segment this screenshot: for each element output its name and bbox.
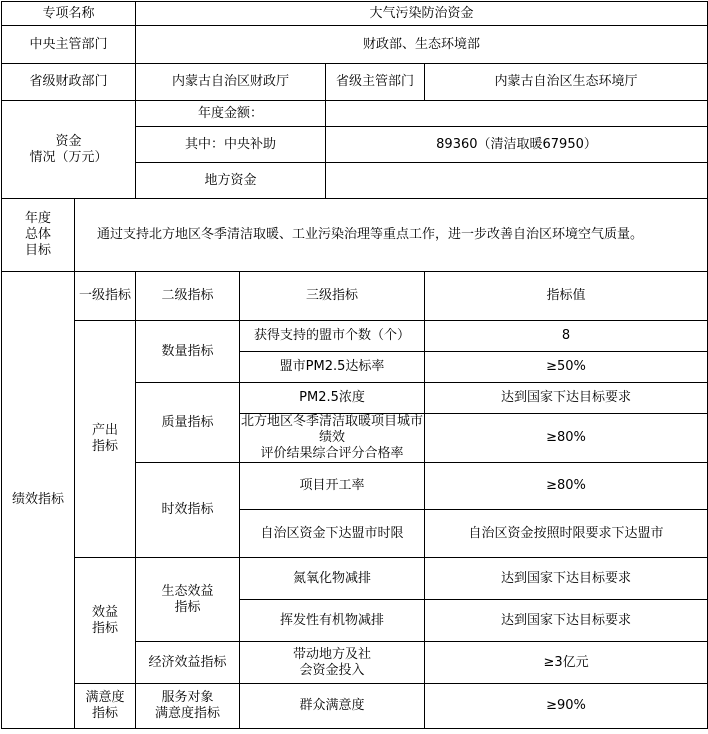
level2-header: 二级指标 bbox=[136, 272, 240, 321]
indicator-value: ≥80% bbox=[425, 463, 708, 510]
central-dept-label: 中央主管部门 bbox=[2, 26, 136, 64]
province-dept-value: 内蒙古自治区生态环境厅 bbox=[425, 64, 708, 101]
level1-header: 一级指标 bbox=[75, 272, 136, 321]
funds-label-line-1: 资金 bbox=[55, 133, 82, 149]
satisfaction-indicator-label bbox=[75, 684, 136, 729]
annual-goal-label-line-3: 目标 bbox=[24, 243, 51, 258]
indicator-name-line-2: 评价结果综合评分合格率 bbox=[260, 446, 404, 461]
indicator-name: 盟市PM2.5达标率 bbox=[240, 352, 425, 383]
value-header: 指标值 bbox=[425, 272, 708, 321]
quantity-indicator-label: 数量指标 bbox=[136, 321, 240, 383]
indicator-value: 自治区资金按照时限要求下达盟市 bbox=[425, 510, 708, 558]
funds-annual-row bbox=[2, 101, 708, 127]
indicator-name: 项目开工率 bbox=[240, 463, 425, 510]
output-indicator-label bbox=[75, 321, 136, 558]
indicator-name: PM2.5浓度 bbox=[240, 383, 425, 414]
indicator-name: 氮氧化物减排 bbox=[240, 558, 425, 600]
project-name-row bbox=[2, 2, 708, 26]
ecological-indicator-label-line-2: 指标 bbox=[174, 599, 201, 615]
indicator-value: 达到国家下达目标要求 bbox=[425, 600, 708, 642]
table-row bbox=[2, 684, 708, 729]
service-satisfaction-label-line-1: 服务对象 bbox=[161, 690, 214, 705]
province-finance-value: 内蒙古自治区财政厅 bbox=[136, 64, 326, 101]
performance-target-table bbox=[1, 1, 708, 729]
annual-goal-label-line-1: 年度 bbox=[24, 211, 51, 226]
project-name-label: 专项名称 bbox=[2, 2, 136, 26]
ecological-indicator-label bbox=[136, 558, 240, 642]
indicator-value: ≥90% bbox=[425, 684, 708, 729]
benefit-indicator-label-line-2: 指标 bbox=[92, 620, 119, 636]
output-indicator-label-line-2: 指标 bbox=[92, 439, 119, 454]
indicator-value: 达到国家下达目标要求 bbox=[425, 383, 708, 414]
indicator-name-line-2: 会资金投入 bbox=[299, 662, 365, 678]
indicator-name bbox=[240, 414, 425, 463]
indicator-name: 自治区资金下达盟市时限 bbox=[240, 510, 425, 558]
indicator-name-line-1: 北方地区冬季清洁取暖项目城市绩效 bbox=[241, 414, 424, 445]
service-satisfaction-label-line-2: 满意度指标 bbox=[155, 706, 221, 721]
province-dept-label: 省级主管部门 bbox=[326, 64, 425, 101]
table-row bbox=[2, 321, 708, 352]
indicator-value: ≥50% bbox=[425, 352, 708, 383]
output-indicator-label-line-1: 产出 bbox=[92, 423, 119, 438]
indicator-name-line-1: 带动地方及社 bbox=[293, 646, 372, 662]
indicator-header-row bbox=[2, 272, 708, 321]
funds-label bbox=[2, 101, 136, 199]
central-dept-value: 财政部、生态环境部 bbox=[136, 26, 708, 64]
satisfaction-indicator-label-line-1: 满意度 bbox=[85, 690, 125, 705]
indicator-name bbox=[240, 642, 425, 684]
funds-annual-value bbox=[326, 101, 708, 127]
funds-local-value bbox=[326, 163, 708, 199]
service-satisfaction-label bbox=[136, 684, 240, 729]
quality-indicator-label: 质量指标 bbox=[136, 383, 240, 463]
indicator-name: 获得支持的盟市个数（个） bbox=[240, 321, 425, 352]
funds-label-line-2: 情况（万元） bbox=[29, 149, 108, 165]
table-row bbox=[2, 558, 708, 600]
timeliness-indicator-label: 时效指标 bbox=[136, 463, 240, 558]
funds-central-value: 89360（清洁取暖67950） bbox=[326, 127, 708, 163]
indicator-value: ≥80% bbox=[425, 414, 708, 463]
funds-local-label: 地方资金 bbox=[136, 163, 326, 199]
funds-annual-label: 年度金额： bbox=[136, 101, 326, 127]
indicator-value: ≥3亿元 bbox=[425, 642, 708, 684]
economic-indicator-label: 经济效益指标 bbox=[136, 642, 240, 684]
province-finance-label: 省级财政部门 bbox=[2, 64, 136, 101]
benefit-indicator-label-line-1: 效益 bbox=[92, 604, 119, 620]
funds-central-label: 其中：中央补助 bbox=[136, 127, 326, 163]
indicator-name: 群众满意度 bbox=[240, 684, 425, 729]
performance-indicators-label: 绩效指标 bbox=[2, 272, 75, 729]
annual-goal-row bbox=[2, 199, 708, 272]
indicator-name: 挥发性有机物减排 bbox=[240, 600, 425, 642]
satisfaction-indicator-label-line-2: 指标 bbox=[92, 706, 119, 721]
benefit-indicator-label bbox=[75, 558, 136, 684]
ecological-indicator-label-line-1: 生态效益 bbox=[161, 583, 214, 599]
indicator-value: 达到国家下达目标要求 bbox=[425, 558, 708, 600]
central-dept-row bbox=[2, 26, 708, 64]
annual-goal-label bbox=[2, 199, 75, 272]
indicator-value: 8 bbox=[425, 321, 708, 352]
province-row bbox=[2, 64, 708, 101]
project-name-value: 大气污染防治资金 bbox=[136, 2, 708, 26]
level3-header: 三级指标 bbox=[240, 272, 425, 321]
annual-goal-label-line-2: 总体 bbox=[24, 227, 51, 242]
annual-goal-text: 通过支持北方地区冬季清洁取暖、工业污染治理等重点工作，进一步改善自治区环境空气质量。 bbox=[75, 199, 708, 272]
